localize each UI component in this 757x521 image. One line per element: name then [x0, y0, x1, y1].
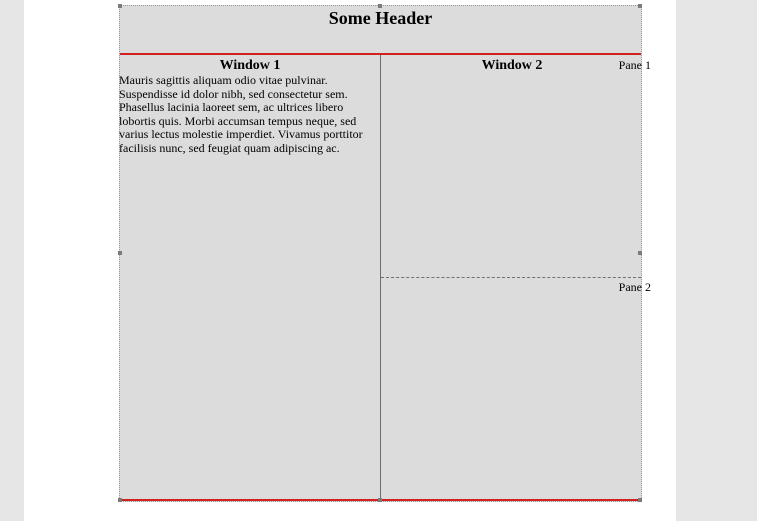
resize-handle-top-right[interactable]	[638, 4, 642, 8]
resize-handle-bottom-left[interactable]	[118, 498, 122, 502]
header-title: Some Header	[328, 8, 433, 28]
resize-handle-top-middle[interactable]	[378, 4, 382, 8]
horizontal-splitter[interactable]	[381, 277, 641, 278]
window-2	[381, 56, 651, 501]
pane-2-label: Pane 2	[618, 280, 651, 294]
window-1	[120, 56, 380, 501]
window-1-title: Window 1	[219, 58, 281, 73]
resize-handle-top-left[interactable]	[118, 4, 122, 8]
resize-handle-bottom-middle[interactable]	[378, 498, 382, 502]
header-region	[120, 6, 641, 54]
resize-handle-bottom-right[interactable]	[638, 498, 642, 502]
resize-handle-left-middle[interactable]	[118, 251, 122, 255]
resize-handle-right-middle[interactable]	[638, 251, 642, 255]
layout-frame	[119, 5, 651, 502]
pane-1-label: Pane 1	[618, 58, 651, 72]
window-1-body: Mauris sagittis aliquam odio vitae pulvinar. Suspendisse id dolor nibh, sed consectetur sem. Phasellus lacinia laoreet sem, ac ultrices libero lobortis quis. Morbi accumsan tempus neque, sed varius lectus molestie imperdiet. Vivamus porttitor facilisis nunc, sed feugiat quam adipiscing ac.	[119, 73, 363, 155]
window-2-title: Window 2	[481, 58, 543, 73]
